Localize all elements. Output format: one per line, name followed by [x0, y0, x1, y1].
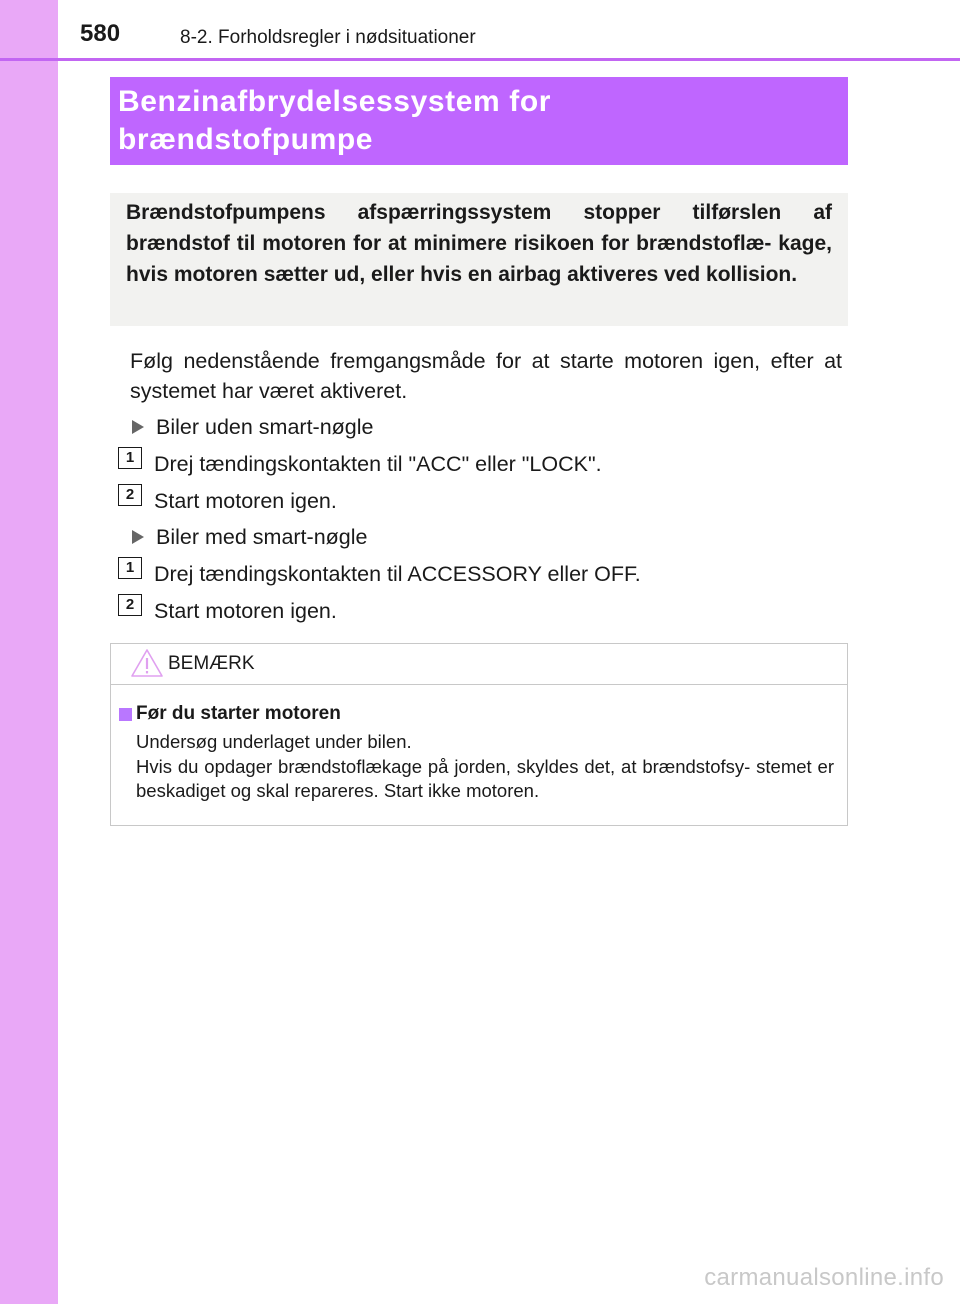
step-text: Drej tændingskontakten til ACCESSORY eller OFF. — [154, 562, 641, 586]
step-item — [118, 560, 641, 588]
step-item — [118, 450, 602, 478]
step-item — [118, 597, 337, 625]
step-text: Start motoren igen. — [154, 599, 337, 623]
page-number: 580 — [80, 20, 121, 47]
notice-box — [110, 643, 848, 826]
step-number-badge: 2 — [118, 594, 142, 616]
step-text: Start motoren igen. — [154, 489, 337, 513]
watermark: carmanualsonline.info — [704, 1264, 944, 1291]
section-label: 8-2. Forholdsregler i nødsituationer — [180, 27, 476, 48]
notice-line-2: Hvis du opdager brændstoflækage på jorden, skyldes det, at brændstofsy- stemet er beskadiget og skal repareres. Start ikke motoren. — [136, 755, 834, 801]
summary-box — [110, 193, 848, 326]
notice-subheading-text: Før du starter motoren — [136, 703, 341, 724]
group-heading-label: Biler uden smart-nøgle — [156, 415, 374, 439]
title-line-1: Benzinafbrydelsessystem for — [118, 85, 552, 118]
header-rule — [0, 58, 960, 61]
notice-header — [111, 644, 847, 685]
title-line-2: brændstofpumpe — [118, 123, 374, 156]
section-title-bar — [110, 77, 848, 165]
intro-text: Følg nedenstående fremgangsmåde for at starte motoren igen, efter at systemet har været aktiveret. — [130, 349, 842, 403]
triangle-bullet-icon — [132, 420, 144, 434]
group-heading-label: Biler med smart-nøgle — [156, 525, 368, 549]
group-heading — [130, 413, 373, 441]
notice-subheading — [119, 702, 341, 726]
step-item — [118, 487, 337, 515]
step-number-badge: 1 — [118, 447, 142, 469]
notice-label: BEMÆRK — [168, 653, 255, 674]
group-heading — [130, 523, 367, 551]
summary-text: Brændstofpumpens afspærringssystem stopper tilførslen af brændstof til motoren for at minimere risikoen for brændstoflæ- kage, hvis motoren sætter ud, eller hvis en airbag aktiveres ved kollision. — [126, 201, 832, 286]
step-number-badge: 2 — [118, 484, 142, 506]
warning-triangle-icon — [130, 648, 164, 678]
square-bullet-icon — [119, 708, 132, 721]
side-band — [0, 0, 58, 1304]
step-text: Drej tændingskontakten til "ACC" eller "LOCK". — [154, 452, 602, 476]
step-number-badge: 1 — [118, 557, 142, 579]
notice-line-1: Undersøg underlaget under bilen. — [136, 731, 412, 752]
triangle-bullet-icon — [132, 530, 144, 544]
notice-text — [136, 730, 834, 804]
